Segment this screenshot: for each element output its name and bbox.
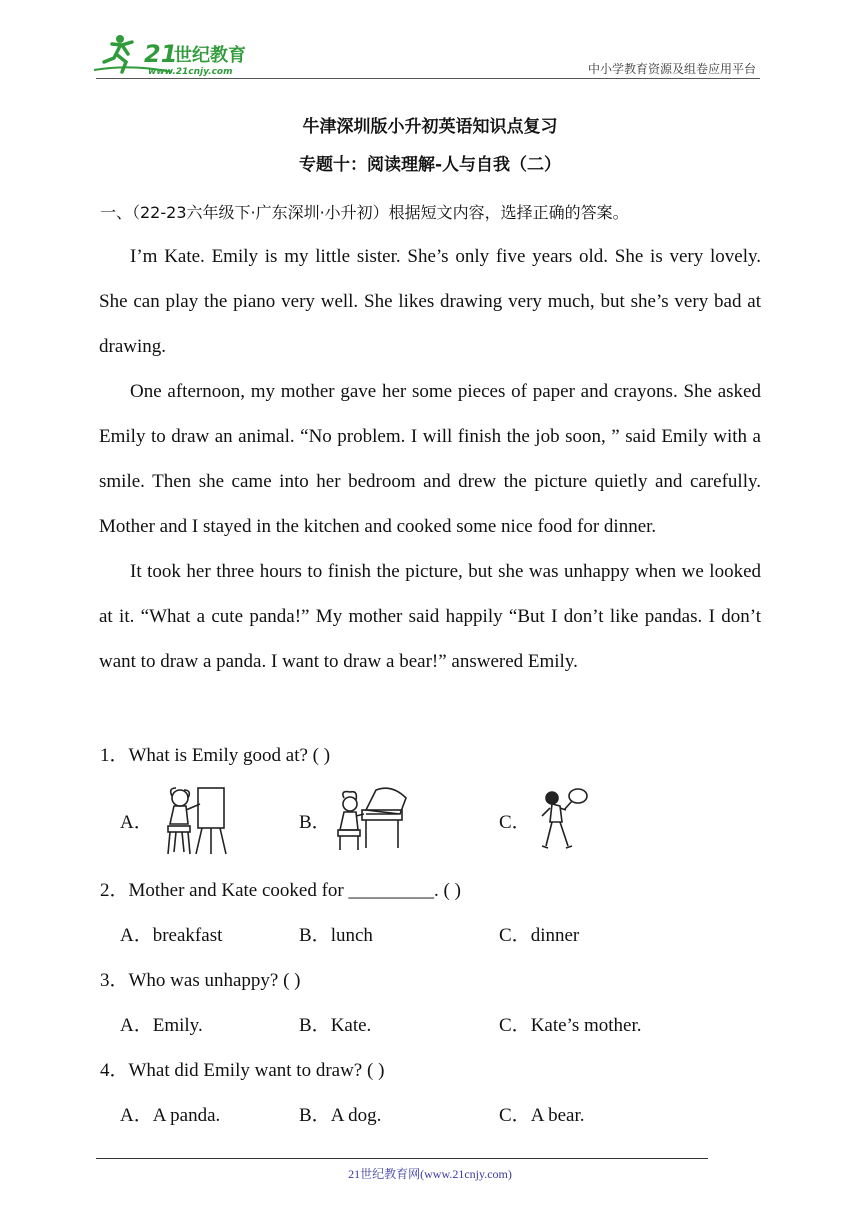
option-label: C．	[499, 1105, 531, 1126]
q2-option-b[interactable]	[299, 920, 373, 947]
option-text: lunch	[330, 925, 373, 946]
page-header	[0, 0, 860, 90]
option-label: B．	[299, 812, 331, 833]
q1-option-c[interactable]	[499, 807, 533, 834]
option-label: B．	[299, 925, 331, 946]
header-divider	[96, 78, 760, 79]
question-1: 1．What is Emily good at? ( )	[100, 745, 331, 766]
q4-option-c[interactable]	[499, 1100, 585, 1127]
q1-option-b[interactable]	[299, 807, 333, 834]
section-instruction: 一、（22-23六年级下·广东深圳·小升初）根据短文内容，选择正确的答案。	[100, 203, 629, 222]
q3-option-a[interactable]	[120, 1010, 203, 1037]
option-label: A．	[120, 1105, 153, 1126]
footer-divider	[96, 1158, 708, 1159]
option-text: Emily.	[152, 1015, 203, 1036]
girl-playing-piano-picture	[332, 784, 412, 854]
q1-option-a[interactable]	[120, 807, 155, 834]
svg-text:21: 21	[144, 40, 178, 68]
option-label: C．	[499, 925, 531, 946]
passage-paragraph: I’m Kate. Emily is my little sister. She’s only five years old. She is very lovely. She can play the piano very well. She likes drawing very much, but she’s very bad at drawing.	[99, 246, 761, 357]
page-subtitle: 专题十：阅读理解-人与自我（二）	[298, 155, 562, 175]
q2-option-c[interactable]	[499, 920, 579, 947]
option-label: A．	[120, 1015, 153, 1036]
q4-option-a[interactable]	[120, 1100, 220, 1127]
header-platform-text: 中小学教育资源及组卷应用平台	[587, 62, 756, 76]
passage-paragraph: It took her three hours to finish the picture, but she was unhappy when we looked at it. “What a cute panda!” My mother said happily “But I don’t like pandas. I don’t want to draw a panda. I want to draw a bear!” answered Emily.	[99, 561, 761, 672]
option-text: A bear.	[530, 1105, 585, 1126]
q3-option-c[interactable]	[499, 1010, 642, 1037]
question-2: 2．Mother and Kate cooked for _________. ( )	[100, 880, 461, 901]
svg-text:世纪教育: 世纪教育	[174, 45, 246, 66]
option-text: breakfast	[152, 925, 223, 946]
q2-option-a[interactable]	[120, 920, 222, 947]
option-text: A dog.	[330, 1105, 382, 1126]
q3-option-b[interactable]	[299, 1010, 371, 1037]
option-label: A．	[120, 812, 153, 833]
option-label: A．	[120, 925, 153, 946]
option-label: C．	[499, 812, 531, 833]
option-text: Kate.	[330, 1015, 372, 1036]
footer-link[interactable]: 21世纪教育网(www.21cnjy.com)	[348, 1167, 512, 1181]
option-text: dinner	[530, 925, 580, 946]
option-label: C．	[499, 1015, 531, 1036]
girl-playing-badminton-picture	[536, 784, 592, 852]
girl-drawing-at-easel-picture	[162, 784, 232, 856]
svg-text:www.21cnjy.com: www.21cnjy.com	[148, 67, 233, 77]
option-text: A panda.	[152, 1105, 221, 1126]
passage-paragraph: One afternoon, my mother gave her some pieces of paper and crayons. She asked Emily to draw an animal. “No problem. I will finish the job soon, ” said Emily with a smile. Then she came into her bedroom and drew the picture quietly and carefully. Mother and I stayed in the kitchen and cooked some nice food for dinner.	[99, 381, 761, 537]
q4-option-b[interactable]	[299, 1100, 381, 1127]
option-label: B．	[299, 1015, 331, 1036]
reading-passage	[99, 234, 761, 684]
page-title: 牛津深圳版小升初英语知识点复习	[302, 117, 558, 137]
question-3: 3．Who was unhappy? ( )	[100, 970, 301, 991]
21cnjy-logo	[92, 32, 262, 78]
option-text: Kate’s mother.	[530, 1015, 642, 1036]
option-label: B．	[299, 1105, 331, 1126]
question-4: 4．What did Emily want to draw? ( )	[100, 1060, 385, 1081]
